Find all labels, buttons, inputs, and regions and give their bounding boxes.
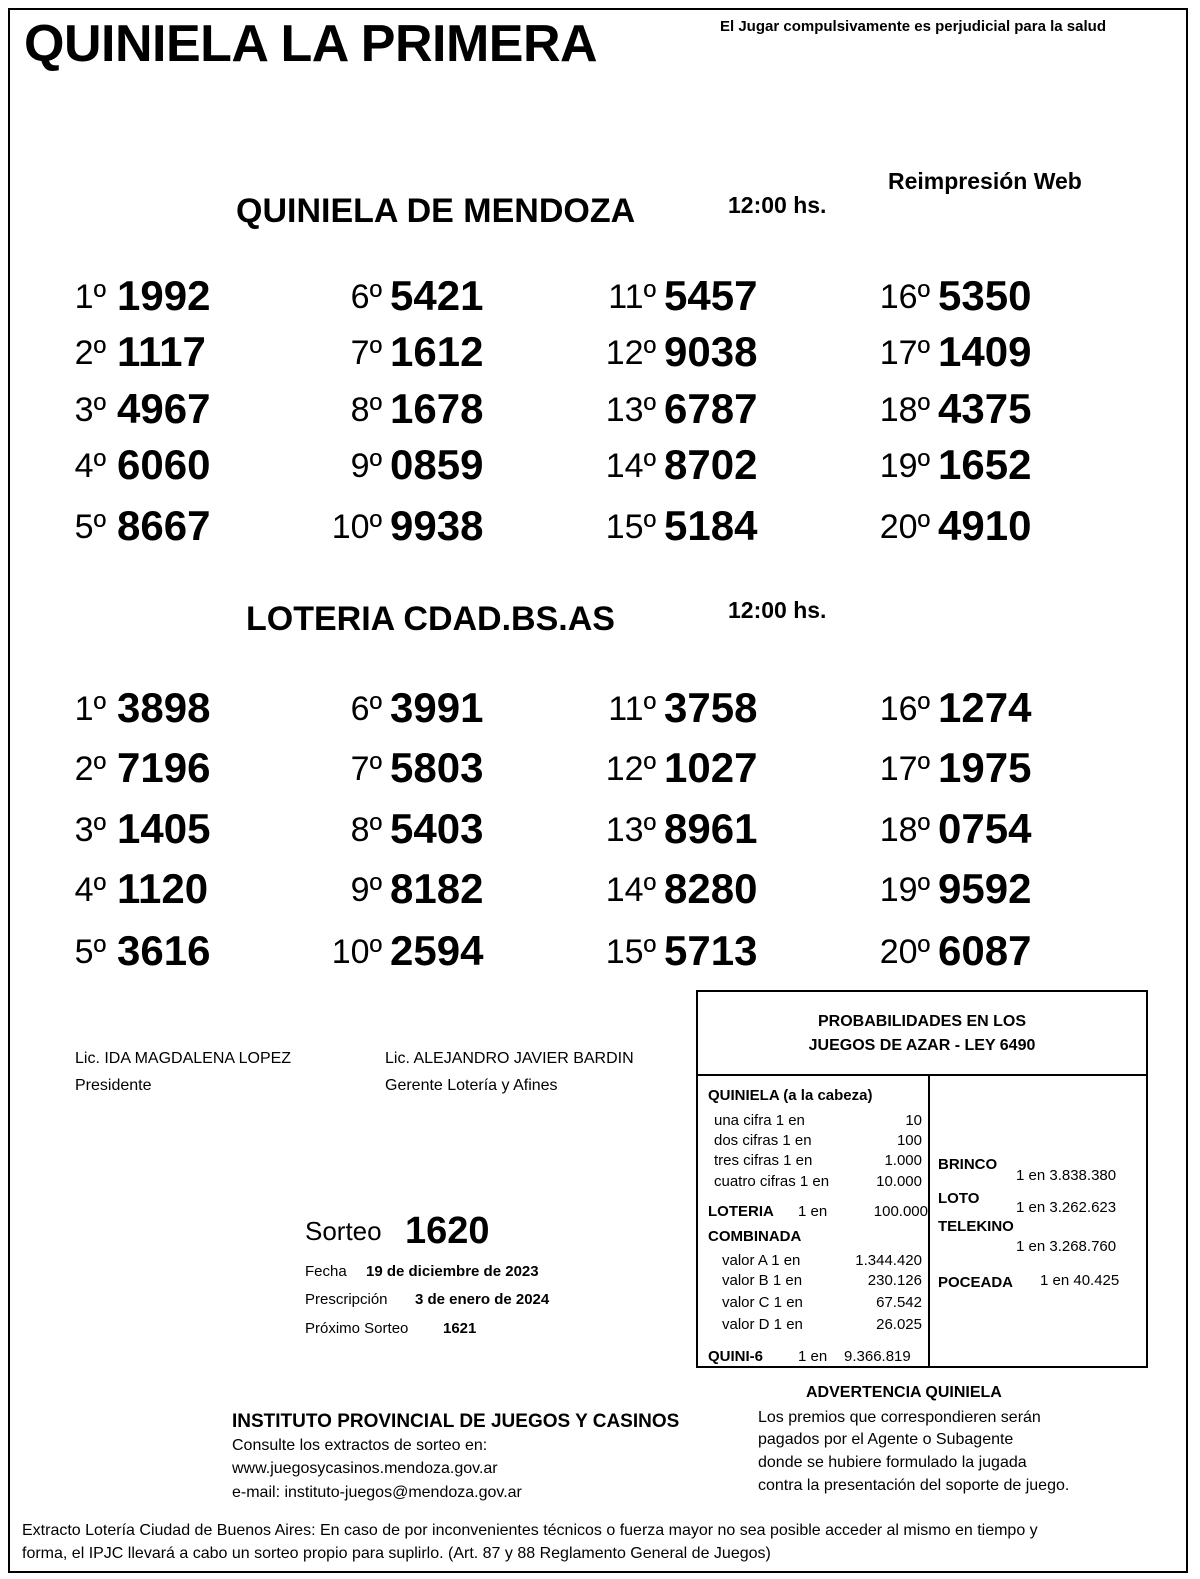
result-position: 18º	[879, 391, 930, 429]
quini6-odds-value: 9.366.819	[844, 1348, 911, 1365]
result-number: 6087	[938, 927, 1032, 974]
signature-role: Gerente Lotería y Afines	[385, 1077, 558, 1094]
odds-value: 10	[905, 1112, 922, 1129]
odds-label: dos cifras 1 en	[714, 1132, 812, 1149]
result-number: 1120	[117, 865, 209, 912]
loto-odds-value: 1 en 3.262.623	[1016, 1199, 1117, 1216]
result-number: 9938	[390, 502, 484, 549]
result-position: 1º	[74, 278, 106, 316]
result-position: 6º	[350, 690, 382, 728]
result-number: 1409	[938, 328, 1032, 375]
result-number: 1405	[117, 805, 211, 852]
result-position: 5º	[74, 508, 106, 546]
next-draw-label: Próximo Sorteo	[305, 1320, 409, 1337]
brinco-odds-value: 1 en 3.838.380	[1016, 1167, 1117, 1184]
result-position: 10º	[331, 933, 382, 971]
result-position: 11º	[608, 278, 656, 316]
disclaimer-line: forma, el IPJC llevará a cabo un sorteo propio para suplirlo. (Art. 87 y 88 Reglamento General de Juegos)	[22, 1545, 771, 1562]
result-number: 6787	[664, 385, 758, 432]
result-position: 13º	[605, 811, 656, 849]
odds-label: valor C 1 en	[722, 1294, 803, 1311]
draw-label: Sorteo	[305, 1216, 382, 1246]
result-position: 15º	[605, 508, 656, 546]
institute-email: e-mail: instituto-juegos@mendoza.gov.ar	[232, 1484, 522, 1501]
result-position: 4º	[74, 447, 106, 485]
probabilities-title	[698, 1010, 1146, 1058]
odds-label: una cifra 1 en	[714, 1112, 805, 1129]
odds-value: 26.025	[876, 1316, 922, 1333]
odds-value: 67.542	[876, 1294, 922, 1311]
signature-role: Presidente	[75, 1077, 152, 1094]
date-label: Fecha	[305, 1263, 347, 1280]
draw-number: 1620	[405, 1210, 490, 1252]
result-number: 1992	[117, 272, 211, 319]
result-number: 1274	[938, 684, 1032, 731]
result-number: 9038	[664, 328, 758, 375]
result-number: 9592	[938, 865, 1032, 912]
result-position: 8º	[350, 811, 382, 849]
probabilities-title-line: JUEGOS DE AZAR - LEY 6490	[808, 1037, 1036, 1054]
result-position: 17º	[879, 750, 930, 788]
result-number: 3758	[664, 684, 758, 731]
loto-odds-label: LOTO	[938, 1190, 980, 1207]
result-position: 9º	[350, 871, 382, 909]
result-number: 1117	[117, 328, 206, 375]
institute-info: Consulte los extractos de sorteo en:	[232, 1437, 488, 1454]
result-position: 19º	[879, 871, 930, 909]
result-number: 3898	[117, 684, 211, 731]
result-number: 1027	[664, 744, 758, 791]
institute-name: INSTITUTO PROVINCIAL DE JUEGOS Y CASINOS	[232, 1411, 680, 1432]
signature-name: Lic. IDA MAGDALENA LOPEZ	[75, 1050, 292, 1067]
advertencia-line: pagados por el Agente o Subagente	[758, 1431, 1014, 1448]
advertencia-line: Los premios que correspondieren serán	[758, 1409, 1041, 1426]
result-position: 1º	[74, 690, 106, 728]
odds-label: valor A 1 en	[722, 1252, 801, 1269]
result-position: 5º	[74, 933, 106, 971]
result-number: 8182	[390, 865, 484, 912]
result-position: 11º	[608, 690, 656, 728]
advertencia-title: ADVERTENCIA QUINIELA	[806, 1384, 1002, 1401]
prescription-value: 3 de enero de 2024	[415, 1291, 550, 1308]
section-time-loteria: 12:00 hs.	[728, 597, 827, 623]
odds-value: 230.126	[867, 1272, 922, 1289]
odds-value: 1.000	[884, 1152, 922, 1169]
result-number: 4967	[117, 385, 211, 432]
quiniela-odds-title: QUINIELA (a la cabeza)	[708, 1087, 873, 1104]
result-number: 8667	[117, 502, 211, 549]
result-number: 3616	[117, 927, 211, 974]
telekino-odds-label: TELEKINO	[938, 1218, 1014, 1235]
result-position: 18º	[879, 811, 930, 849]
result-number: 8280	[664, 865, 758, 912]
result-position: 2º	[74, 750, 106, 788]
result-position: 4º	[74, 871, 106, 909]
next-draw-value: 1621	[443, 1320, 477, 1337]
result-number: 6060	[117, 441, 211, 488]
odds-value: 10.000	[876, 1173, 922, 1190]
result-number: 2594	[390, 927, 484, 974]
section-title-mendoza: QUINIELA DE MENDOZA	[236, 192, 636, 230]
result-position: 7º	[350, 334, 382, 372]
result-number: 5350	[938, 272, 1032, 319]
result-number: 1678	[390, 385, 484, 432]
result-number: 1652	[938, 441, 1032, 488]
result-number: 7196	[117, 744, 211, 791]
result-number: 8961	[664, 805, 758, 852]
signature-name: Lic. ALEJANDRO JAVIER BARDIN	[385, 1050, 634, 1067]
result-position: 14º	[605, 447, 656, 485]
divider	[698, 1074, 1146, 1076]
result-position: 17º	[879, 334, 930, 372]
result-number: 4910	[938, 502, 1032, 549]
combinada-odds-title: COMBINADA	[708, 1228, 802, 1245]
probabilities-title-line: PROBABILIDADES EN LOS	[817, 1013, 1026, 1030]
result-number: 5713	[664, 927, 758, 974]
brinco-odds-label: BRINCO	[938, 1156, 998, 1173]
page-title: QUINIELA LA PRIMERA	[24, 15, 598, 73]
result-position: 20º	[879, 508, 930, 546]
result-number: 5803	[390, 744, 484, 791]
reprint-label: Reimpresión Web	[888, 168, 1082, 194]
result-position: 8º	[350, 391, 382, 429]
result-number: 5403	[390, 805, 484, 852]
result-position: 16º	[879, 278, 930, 316]
disclaimer-line: Extracto Lotería Ciudad de Buenos Aires: En caso de por inconvenientes técnicos o fuerza mayor no sea posible acceder al mismo en tiempo y	[22, 1522, 1038, 1539]
result-position: 2º	[74, 334, 106, 372]
advertencia-line: contra la presentación del soporte de juego.	[758, 1477, 1070, 1494]
result-position: 7º	[350, 750, 382, 788]
result-position: 15º	[605, 933, 656, 971]
result-number: 0754	[938, 805, 1032, 852]
result-number: 0859	[390, 441, 484, 488]
result-number: 3991	[390, 684, 484, 731]
odds-label: tres cifras 1 en	[714, 1152, 813, 1169]
result-number: 1975	[938, 744, 1032, 791]
loteria-odds-value: 100.000	[873, 1203, 928, 1220]
loteria-odds-label: LOTERIA	[708, 1203, 774, 1220]
prescription-label: Prescripción	[305, 1291, 388, 1308]
result-number: 8702	[664, 441, 758, 488]
result-position: 19º	[879, 447, 930, 485]
odds-label: cuatro cifras 1 en	[714, 1173, 830, 1190]
result-number: 5184	[664, 502, 758, 549]
institute-website: www.juegosycasinos.mendoza.gov.ar	[232, 1460, 498, 1477]
result-number: 1612	[390, 328, 484, 375]
probabilities-box	[696, 990, 1148, 1368]
result-position: 9º	[350, 447, 382, 485]
result-number: 5421	[390, 272, 484, 319]
result-position: 3º	[74, 811, 106, 849]
section-time-mendoza: 12:00 hs.	[728, 192, 827, 218]
quini6-odds-label: QUINI-6	[708, 1348, 764, 1365]
section-title-loteria: LOTERIA CDAD.BS.AS	[246, 600, 615, 638]
telekino-odds-value: 1 en 3.268.760	[1016, 1238, 1117, 1255]
poceada-odds-value: 1 en 40.425	[1040, 1272, 1120, 1289]
result-number: 4375	[938, 385, 1032, 432]
result-position: 6º	[350, 278, 382, 316]
result-position: 12º	[605, 750, 656, 788]
result-number: 5457	[664, 272, 758, 319]
advertencia-line: donde se hubiere formulado la jugada	[758, 1454, 1027, 1471]
loteria-odds-prefix: 1 en	[798, 1203, 828, 1220]
result-position: 12º	[605, 334, 656, 372]
divider	[928, 1076, 930, 1366]
odds-label: valor B 1 en	[722, 1272, 803, 1289]
result-position: 13º	[605, 391, 656, 429]
result-position: 14º	[605, 871, 656, 909]
odds-value: 100	[896, 1132, 922, 1149]
gambling-warning: El Jugar compulsivamente es perjudicial para la salud	[720, 18, 1106, 35]
result-position: 20º	[879, 933, 930, 971]
poceada-odds-label: POCEADA	[938, 1274, 1014, 1291]
date-value: 19 de diciembre de 2023	[366, 1263, 539, 1280]
odds-value: 1.344.420	[855, 1252, 922, 1269]
result-position: 3º	[74, 391, 106, 429]
result-position: 16º	[879, 690, 930, 728]
result-position: 10º	[331, 508, 382, 546]
quini6-odds-prefix: 1 en	[798, 1348, 828, 1365]
odds-label: valor D 1 en	[722, 1316, 803, 1333]
